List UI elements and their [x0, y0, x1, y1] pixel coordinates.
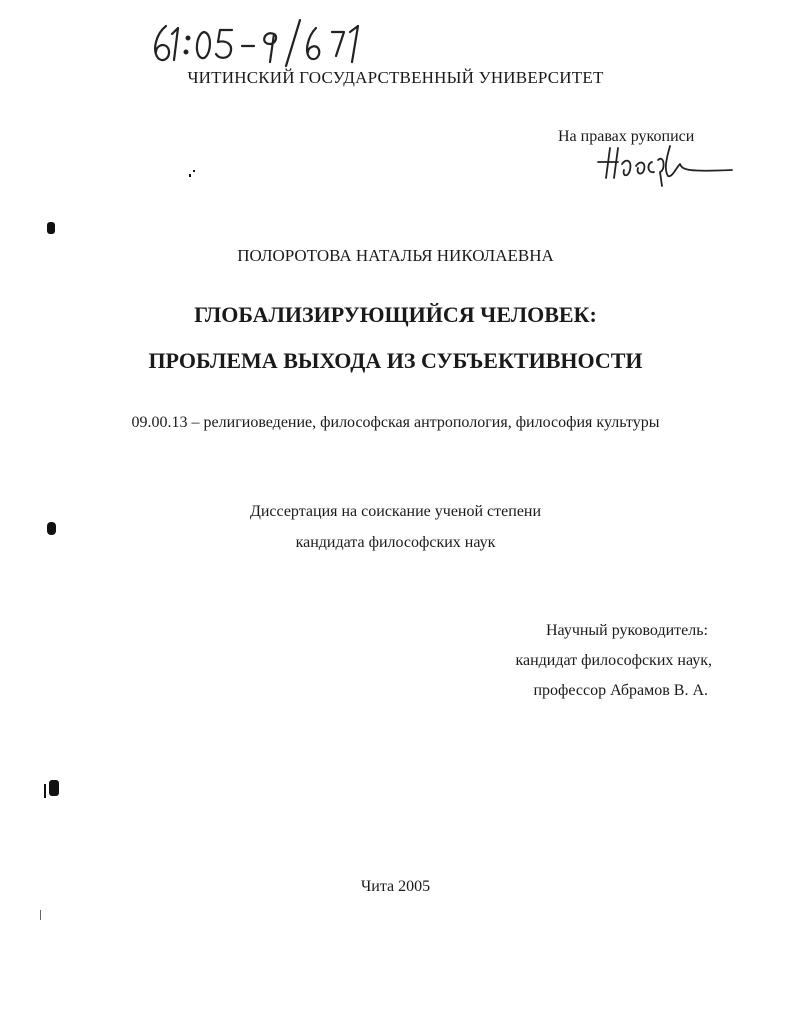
degree-line2: кандидата философских наук: [295, 534, 496, 551]
signature: [596, 140, 736, 188]
university-name: ЧИТИНСКИЙ ГОСУДАРСТВЕННЫЙ УНИВЕРСИТЕТ: [187, 68, 604, 87]
specialty-code: 09.00.13 – религиоведение, философская антропология, философия культуры: [131, 414, 660, 431]
city-year: Чита 2005: [360, 878, 431, 895]
handwritten-archive-code: [140, 12, 400, 72]
scan-mark: [49, 780, 59, 796]
author-name: ПОЛОРОТОВА НАТАЛЬЯ НИКОЛАЕВНА: [237, 246, 554, 265]
scan-mark: [40, 910, 41, 920]
scan-mark: [44, 784, 46, 798]
manuscript-note: На правах рукописи: [558, 128, 695, 145]
degree-line1: Диссертация на соискание ученой степени: [249, 503, 542, 520]
supervisor-degree: кандидат философских наук,: [515, 652, 712, 669]
scan-mark: [193, 170, 195, 172]
thesis-title-line1: ГЛОБАЛИЗИРУЮЩИЙСЯ ЧЕЛОВЕК:: [194, 302, 597, 327]
supervisor-name: профессор Абрамов В. А.: [533, 682, 708, 699]
scan-mark: [189, 174, 191, 177]
supervisor-heading: Научный руководитель:: [545, 622, 708, 639]
thesis-title-line2: ПРОБЛЕМА ВЫХОДА ИЗ СУБЪЕКТИВНОСТИ: [148, 348, 643, 373]
scan-mark: [47, 222, 55, 234]
